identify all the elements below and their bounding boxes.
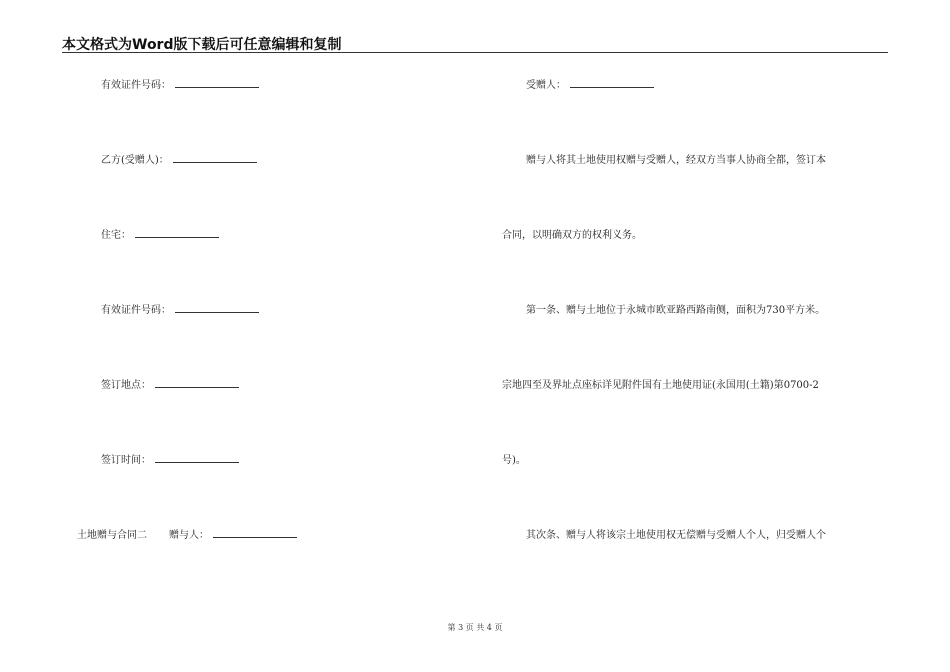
party-b-label: 乙方(受赠人)： bbox=[101, 155, 169, 166]
sign-time-blank[interactable] bbox=[155, 462, 239, 463]
id-number-blank[interactable] bbox=[175, 87, 259, 88]
residence-label: 住宅： bbox=[101, 230, 131, 241]
right-paragraph-intro: 赠与人将其土地使用权赠与受赠人，经双方当事人协商全都，签订本 bbox=[526, 155, 826, 166]
right-paragraph-intro-cont: 合同，以明确双方的权利义务。 bbox=[502, 230, 642, 241]
right-article-one: 第一条、赠与土地位于永城市欧亚路西路南侧，面积为730平方米。 bbox=[526, 305, 826, 316]
donor-blank[interactable] bbox=[213, 537, 297, 538]
id-number-2-blank[interactable] bbox=[175, 312, 259, 313]
left-line-residence bbox=[101, 230, 219, 242]
sign-time-label: 签订时间： bbox=[101, 455, 151, 466]
right-article-two: 其次条、赠与人将该宗土地使用权无偿赠与受赠人个人，归受赠人个 bbox=[526, 530, 826, 541]
left-line-sign-place bbox=[101, 380, 239, 392]
page-number: 第 3 页 共 4 页 bbox=[447, 623, 503, 632]
right-line-donee bbox=[526, 80, 654, 92]
donor-label: 赠与人： bbox=[169, 530, 209, 541]
left-line-sign-time bbox=[101, 455, 239, 467]
donee-label: 受赠人： bbox=[526, 80, 566, 91]
sign-place-label: 签订地点： bbox=[101, 380, 151, 391]
party-b-blank[interactable] bbox=[173, 162, 257, 163]
header-divider bbox=[62, 52, 888, 53]
left-line-party-b bbox=[101, 155, 257, 167]
sign-place-blank[interactable] bbox=[155, 387, 239, 388]
id-number-label: 有效证件号码： bbox=[101, 80, 171, 91]
right-article-one-cont: 宗地四至及界址点座标详见附件国有土地使用证(永国用(土籍)第0700-2 bbox=[502, 380, 819, 391]
residence-blank[interactable] bbox=[135, 237, 219, 238]
left-line-contract-two bbox=[77, 530, 297, 542]
contract-two-heading: 土地赠与合同二 bbox=[77, 530, 147, 541]
id-number-2-label: 有效证件号码： bbox=[101, 305, 171, 316]
left-line-id-number-2 bbox=[101, 305, 259, 317]
right-article-one-end: 号)。 bbox=[502, 455, 526, 466]
document-header-title: 本文格式为Word版下载后可任意编辑和复制 bbox=[62, 37, 342, 53]
left-line-id-number bbox=[101, 80, 259, 92]
donee-blank[interactable] bbox=[570, 87, 654, 88]
